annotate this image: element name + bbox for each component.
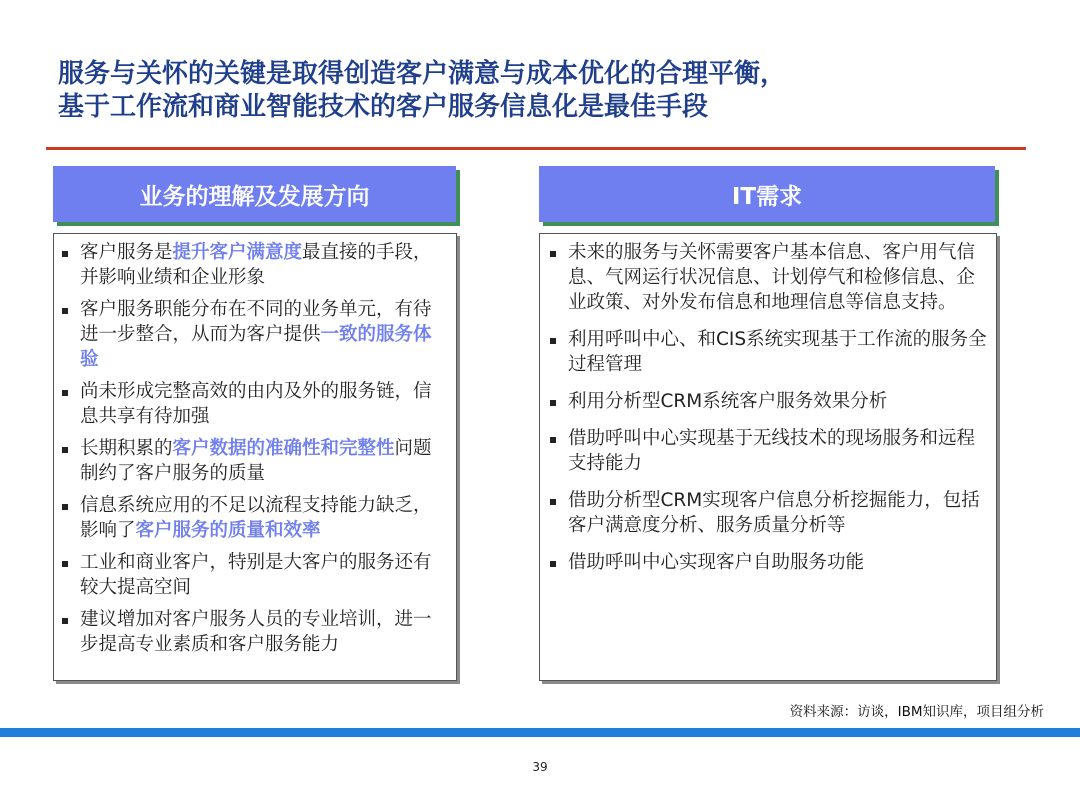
item-highlight: 客户服务的质量和效率	[135, 520, 321, 541]
title-divider	[46, 147, 1026, 150]
item-text: 信息系统应用的不足以流程支持能力缺乏，影响了	[80, 495, 432, 541]
list-item	[550, 240, 988, 315]
bullet-icon	[62, 390, 68, 396]
item-text: 问题制约了客户服务的质量	[80, 438, 432, 484]
list-item	[62, 550, 448, 600]
right-bullet-list	[550, 240, 988, 575]
bullet-icon	[550, 561, 556, 567]
list-item	[62, 436, 448, 486]
item-text: 借助呼叫中心实现基于无线技术的现场服务和远程支持能力	[568, 428, 976, 474]
list-item	[62, 379, 448, 429]
bullet-icon	[550, 437, 556, 443]
item-text: 利用分析型CRM系统客户服务效果分析	[568, 391, 888, 412]
item-highlight: 客户数据的准确性和完整性	[172, 438, 395, 459]
list-item	[550, 550, 988, 575]
left-bullet-list	[62, 240, 448, 657]
item-text: 客户服务职能分布在不同的业务单元，有待进一步整合，从而为客户提供	[80, 299, 432, 345]
bullet-icon	[62, 308, 68, 314]
bullet-icon	[62, 618, 68, 624]
bullet-icon	[62, 504, 68, 510]
bullet-icon	[550, 251, 556, 257]
right-panel	[539, 233, 997, 681]
left-column-header: 业务的理解及发展方向	[53, 166, 456, 222]
list-item	[550, 426, 988, 476]
item-text: 工业和商业客户，特别是大客户的服务还有较大提高空间	[80, 552, 432, 598]
list-item	[62, 493, 448, 543]
page-title	[58, 58, 1048, 124]
item-text: 建议增加对客户服务人员的专业培训，进一步提高专业素质和客户服务能力	[80, 609, 432, 655]
source-note: 资料来源：访谈，IBM知识库，项目组分析	[789, 704, 1044, 720]
bullet-icon	[550, 499, 556, 505]
bullet-icon	[62, 447, 68, 453]
list-item	[62, 240, 448, 290]
right-column-header: IT需求	[539, 166, 995, 222]
item-text: 长期积累的	[80, 438, 173, 459]
bullet-icon	[550, 400, 556, 406]
title-line-2: 基于工作流和商业智能技术的客户服务信息化是最佳手段	[58, 92, 709, 122]
list-item	[550, 488, 988, 538]
list-item	[550, 327, 988, 377]
list-item	[550, 389, 988, 414]
item-text: 客户服务是	[80, 242, 173, 263]
item-text: 未来的服务与关怀需要客户基本信息、客户用气信息、气网运行状况信息、计划停气和检修信息、企业政策、对外发布信息和地理信息等信息支持。	[568, 242, 976, 313]
title-line-1: 服务与关怀的关键是取得创造客户满意与成本优化的合理平衡，	[58, 59, 787, 89]
item-text: 借助呼叫中心实现客户自助服务功能	[568, 552, 865, 573]
item-highlight: 提升客户满意度	[172, 242, 303, 263]
bullet-icon	[550, 338, 556, 344]
item-text: 借助分析型CRM实现客户信息分析挖掘能力，包括客户满意度分析、服务质量分析等	[568, 490, 980, 536]
bullet-icon	[62, 561, 68, 567]
list-item	[62, 607, 448, 657]
footer-bar	[0, 728, 1080, 737]
item-text: 利用呼叫中心、和CIS系统实现基于工作流的服务全过程管理	[568, 329, 987, 375]
list-item	[62, 297, 448, 372]
bullet-icon	[62, 251, 68, 257]
item-text: 最直接的手段，并影响业绩和企业形象	[80, 242, 432, 288]
item-text: 尚未形成完整高效的由内及外的服务链，信息共享有待加强	[80, 381, 432, 427]
page-number: 39	[532, 760, 548, 774]
left-panel	[53, 233, 457, 681]
item-highlight: 一致的服务体验	[80, 324, 432, 370]
